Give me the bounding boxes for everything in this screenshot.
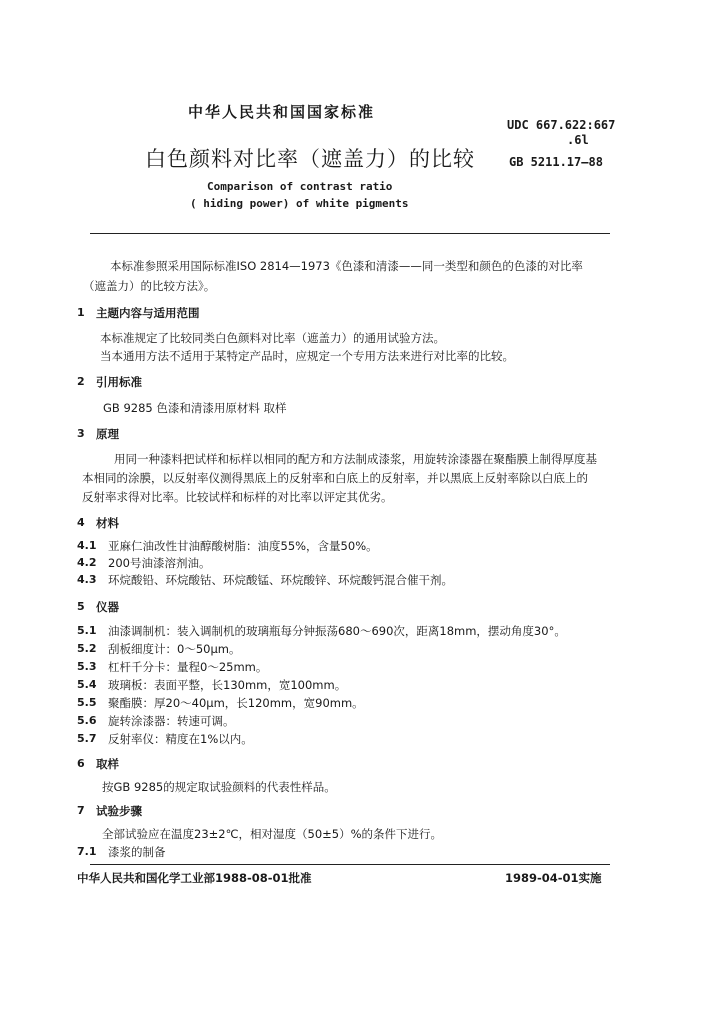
section-4-number: 4 (77, 516, 85, 529)
section-7-heading: 试验步骤 (96, 804, 142, 818)
section-5-6-number: 5.6 (77, 714, 97, 727)
intro-line1: 本标准参照采用国际标准ISO 2814—1973《色漆和清漆——同一类型和颜色的色漆的对比率 (110, 259, 583, 273)
section-4-1-text: 亚麻仁油改性甘油醇酸树脂：油度55%，含量50%。 (108, 539, 378, 553)
section-3-number: 3 (77, 427, 85, 440)
section-1-paragraph-2: 当本通用方法不适用于某特定产品时，应规定一个专用方法来进行对比率的比较。 (100, 349, 514, 363)
implementation-date: 1989-04-01实施 (505, 871, 602, 885)
section-5-7-text: 反射率仪：精度在1%以内。 (108, 732, 253, 746)
section-5-5-number: 5.5 (77, 696, 97, 709)
section-3-heading: 原理 (96, 427, 119, 441)
section-4-3-number: 4.3 (77, 573, 97, 586)
document-title: 白色颜料对比率（遮盖力）的比较 (145, 147, 475, 171)
standard-number: GB 5211.17—88 (509, 155, 603, 169)
approval-statement: 中华人民共和国化学工业部1988-08-01批准 (77, 871, 312, 885)
udc-code-line1: UDC 667.622:667 (507, 118, 616, 132)
section-6-heading: 取样 (96, 757, 119, 771)
issuing-organization: 中华人民共和国国家标准 (188, 103, 376, 121)
section-3-line1: 用同一种漆料把试样和标样以相同的配方和方法制成漆浆，用旋转涂漆器在聚酯膜上制得厚度基 (114, 452, 597, 466)
section-5-heading: 仪器 (96, 600, 119, 614)
udc-code-line2: .6l (567, 133, 589, 147)
section-4-2-number: 4.2 (77, 556, 97, 569)
section-7-paragraph-1: 全部试验应在温度23±2℃，相对湿度（50±5）%的条件下进行。 (102, 827, 443, 841)
section-5-2-number: 5.2 (77, 642, 97, 655)
section-7-1-number: 7.1 (77, 845, 97, 858)
section-5-6-text: 旋转涂漆器：转速可调。 (108, 714, 235, 728)
section-5-2-text: 刮板细度计：0～50μm。 (108, 642, 241, 656)
section-4-heading: 材料 (96, 516, 119, 530)
section-6-number: 6 (77, 757, 85, 770)
section-7-1-text: 漆浆的制备 (108, 845, 166, 859)
english-title-line1: Comparison of contrast ratio (207, 180, 393, 193)
section-3-line3: 反射率求得对比率。比较试样和标样的对比率以评定其优劣。 (82, 490, 393, 504)
section-4-1-number: 4.1 (77, 539, 97, 552)
section-5-4-number: 5.4 (77, 678, 97, 691)
section-5-4-text: 玻璃板：表面平整，长130mm，宽100mm。 (108, 678, 347, 692)
english-title-line2: ( hiding power) of white pigments (190, 197, 409, 210)
section-2-paragraph-1: GB 9285 色漆和清漆用原材料 取样 (103, 401, 287, 415)
section-4-3-text: 环烷酸铅、环烷酸钴、环烷酸锰、环烷酸锌、环烷酸钙混合催干剂。 (108, 573, 453, 587)
section-5-3-text: 杠杆千分卡：量程0～25mm。 (108, 660, 268, 674)
section-5-3-number: 5.3 (77, 660, 97, 673)
section-6-paragraph-1: 按GB 9285的规定取试验颜料的代表性样品。 (102, 780, 336, 794)
section-1-heading: 主题内容与适用范围 (96, 306, 200, 320)
section-5-5-text: 聚酯膜：厚20～40μm，长120mm，宽90mm。 (108, 696, 364, 710)
section-5-number: 5 (77, 600, 85, 613)
section-5-7-number: 5.7 (77, 732, 97, 745)
section-5-1-number: 5.1 (77, 624, 97, 637)
section-1-paragraph-1: 本标准规定了比较同类白色颜料对比率（遮盖力）的通用试验方法。 (100, 331, 445, 345)
section-7-number: 7 (77, 804, 85, 817)
intro-line2: （遮盖力）的比较方法》。 (83, 279, 216, 293)
footer-divider (90, 864, 610, 865)
section-4-2-text: 200号油漆溶剂油。 (108, 556, 211, 570)
header-divider (90, 233, 610, 234)
section-2-number: 2 (77, 375, 85, 388)
section-5-1-text: 油漆调制机：装入调制机的玻璃瓶每分钟振荡680～690次，距离18mm，摆动角度30°。 (108, 624, 566, 638)
section-1-number: 1 (77, 306, 85, 319)
section-3-line2: 本相同的涂膜，以反射率仪测得黑底上的反射率和白底上的反射率，并以黑底上反射率除以白底上的 (82, 471, 588, 485)
section-2-heading: 引用标准 (96, 375, 142, 389)
